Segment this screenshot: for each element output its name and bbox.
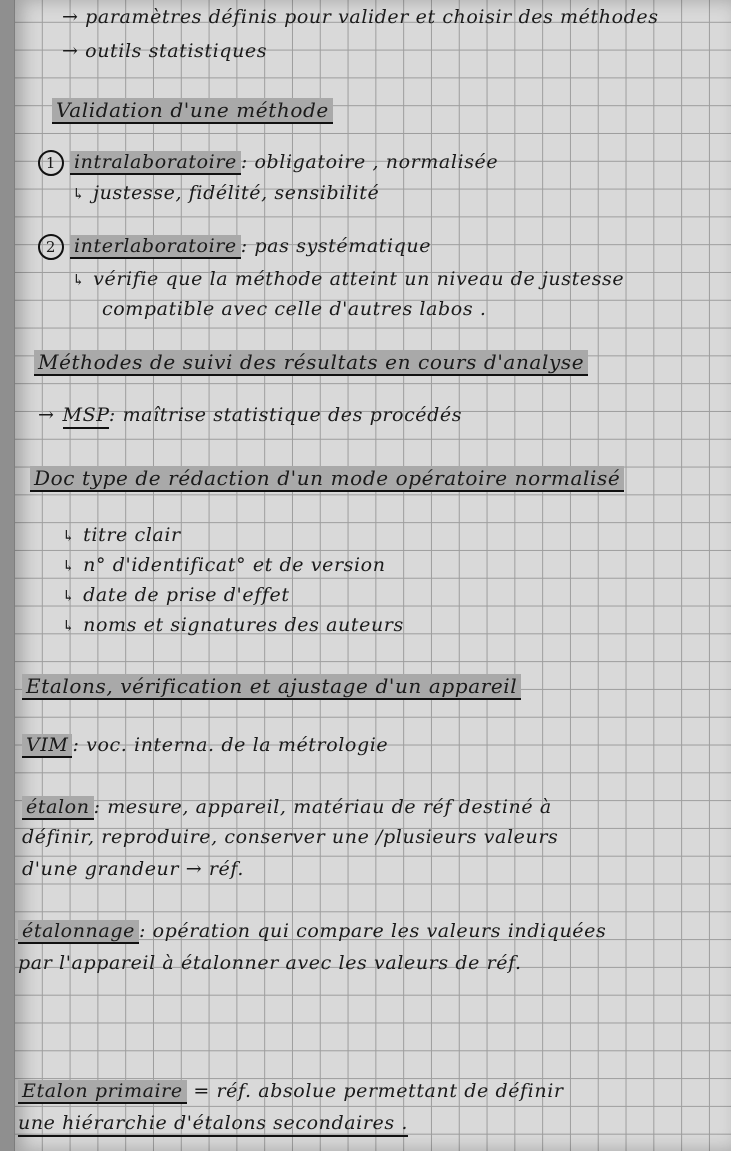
section-heading bbox=[30, 466, 624, 490]
list-text: noms et signatures des auteurs bbox=[83, 614, 404, 636]
list-item bbox=[62, 524, 181, 546]
text-line: par l'appareil à étalonner avec les valeurs de réf. bbox=[18, 952, 522, 974]
term: MSP bbox=[63, 404, 109, 429]
sub-text: justesse, fidélité, sensibilité bbox=[93, 182, 380, 204]
text-line: → paramètres définis pour valider et choisir des méthodes bbox=[62, 6, 659, 28]
number-circle: 1 bbox=[38, 150, 64, 176]
arrow-icon: → bbox=[38, 404, 55, 426]
section-heading bbox=[22, 674, 521, 698]
hook-arrow-icon: ↳ bbox=[72, 271, 86, 289]
term: Etalon primaire bbox=[18, 1080, 187, 1104]
text-line: compatible avec celle d'autres labos . bbox=[102, 298, 487, 320]
text-line: d'une grandeur → réf. bbox=[22, 858, 244, 880]
definition: : voc. interna. de la métrologie bbox=[72, 734, 389, 756]
heading-text: Méthodes de suivi des résultats en cours d'analyse bbox=[34, 350, 588, 376]
definition: : mesure, appareil, matériau de réf destiné à bbox=[93, 796, 552, 818]
section-heading bbox=[34, 350, 588, 374]
term: étalonnage bbox=[18, 920, 139, 944]
inter-line bbox=[38, 234, 431, 260]
hook-arrow-icon: ↳ bbox=[62, 587, 76, 605]
text-line: → outils statistiques bbox=[62, 40, 268, 62]
term: VIM bbox=[22, 734, 72, 758]
list-text: date de prise d'effet bbox=[83, 584, 290, 606]
etalon-line bbox=[22, 796, 552, 818]
term: étalon bbox=[22, 796, 94, 820]
text-line bbox=[18, 1112, 408, 1134]
definition: : obligatoire , normalisée bbox=[240, 151, 499, 173]
definition: = réf. absolue permettant de définir bbox=[193, 1080, 564, 1102]
etalonnage-line bbox=[18, 920, 606, 942]
hook-arrow-icon: ↳ bbox=[62, 557, 76, 575]
underlined-text: une hiérarchie d'étalons secondaires . bbox=[18, 1112, 408, 1137]
list-item bbox=[62, 614, 404, 636]
heading-text: Validation d'une méthode bbox=[52, 98, 333, 124]
vim-line bbox=[22, 734, 388, 756]
list-item bbox=[62, 584, 290, 606]
list-text: titre clair bbox=[83, 524, 181, 546]
sub-text: vérifie que la méthode atteint un niveau de justesse bbox=[93, 268, 625, 290]
list-item bbox=[62, 554, 386, 576]
number-circle: 2 bbox=[38, 234, 64, 260]
primaire-line bbox=[18, 1080, 564, 1102]
term: intralaboratoire bbox=[70, 151, 241, 175]
sub-line bbox=[72, 268, 624, 290]
section-heading bbox=[52, 98, 333, 122]
notebook-page bbox=[14, 0, 731, 1151]
heading-text: Doc type de rédaction d'un mode opératoire normalisé bbox=[30, 466, 624, 492]
definition: : pas systématique bbox=[240, 235, 432, 257]
text-line: définir, reproduire, conserver une /plusieurs valeurs bbox=[22, 826, 559, 848]
definition: : opération qui compare les valeurs indiquées bbox=[138, 920, 607, 942]
hook-arrow-icon: ↳ bbox=[62, 527, 76, 545]
hook-arrow-icon: ↳ bbox=[72, 185, 86, 203]
heading-text: Etalons, vérification et ajustage d'un appareil bbox=[22, 674, 521, 700]
hook-arrow-icon: ↳ bbox=[62, 617, 76, 635]
sub-line bbox=[72, 182, 379, 204]
msp-line bbox=[38, 404, 462, 426]
list-text: n° d'identificat° et de version bbox=[83, 554, 386, 576]
definition: : maîtrise statistique des procédés bbox=[108, 404, 463, 426]
intra-line bbox=[38, 150, 498, 176]
term: interlaboratoire bbox=[70, 235, 241, 259]
